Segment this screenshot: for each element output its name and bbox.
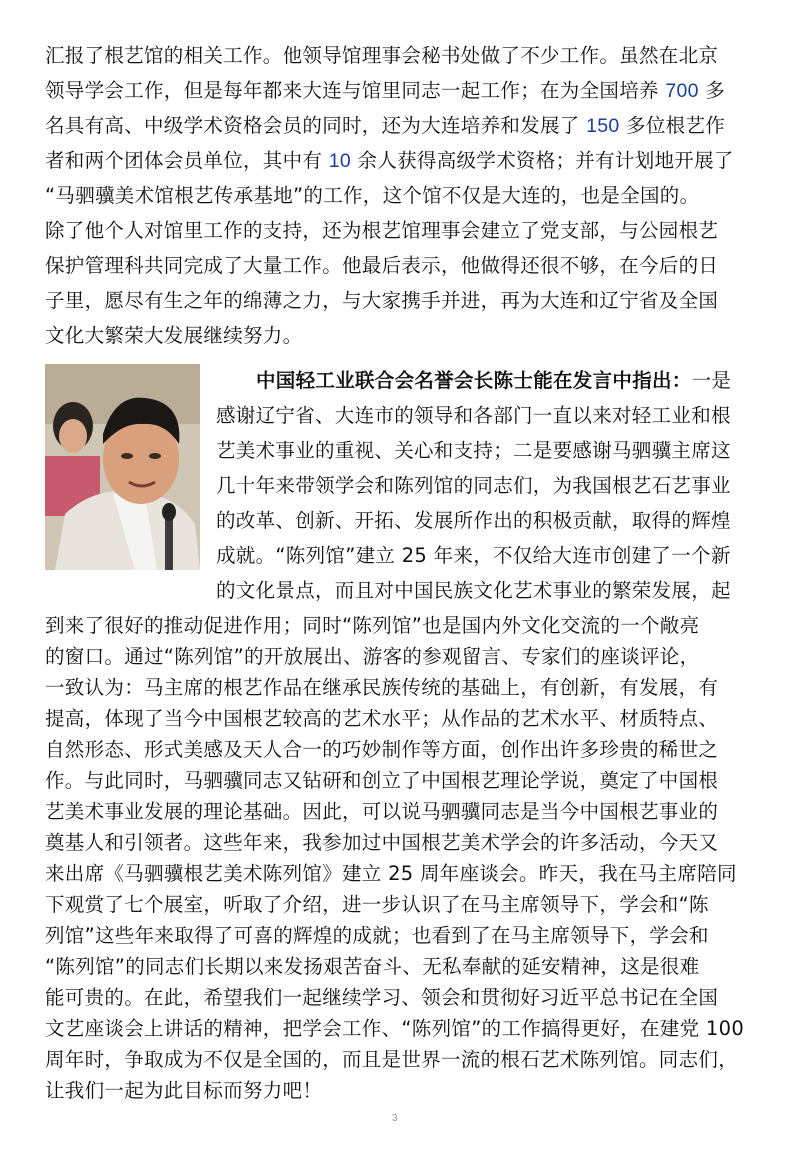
number: 10	[328, 150, 351, 172]
text-line: 艺美术事业发展的理论基础。因此，可以说马驷骥同志是当今中国根艺事业的	[45, 800, 719, 823]
text-line: 汇报了根艺馆的相关工作。他领导馆理事会秘书处做了不少工作。虽然在北京	[45, 44, 719, 67]
text-line: 艺美术事业的重视、关心和支持；二是要感谢马驷骥主席这	[216, 439, 731, 462]
text-line: 者和两个团体会员单位，其中有 10 余人获得高级学术资格；并有计划地开展了	[45, 149, 734, 172]
text-line: 一致认为：马主席的根艺作品在继承民族传统的基础上，有创新，有发展，有	[45, 676, 719, 699]
text-line: 子里，愿尽有生之年的绵薄之力，与大家携手并进，再为大连和辽宁省及全国	[45, 289, 719, 312]
text-line: 领导学会工作，但是每年都来大连与馆里同志一起工作；在为全国培养 700 多	[45, 79, 726, 102]
text-line: 文化大繁荣大发展继续努力。	[45, 324, 303, 347]
text-line: 自然形态、形式美感及天人合一的巧妙制作等方面，创作出许多珍贵的稀世之	[45, 738, 719, 761]
text-line: 保护管理科共同完成了大量工作。他最后表示，他做得还很不够，在今后的日	[45, 254, 719, 277]
text-line: 中国轻工业联合会名誉会长陈士能在发言中指出：一是	[256, 369, 732, 392]
text-line: 名具有高、中级学术资格会员的同时，还为大连培养和发展了 150 多位根艺作	[45, 114, 726, 137]
speaker-lead: 中国轻工业联合会名誉会长陈士能在发言中指出：	[256, 369, 692, 392]
text-line: 感谢辽宁省、大连市的领导和各部门一直以来对轻工业和根	[216, 404, 731, 427]
text-line: 的文化景点，而且对中国民族文化艺术事业的繁荣发展，起	[216, 579, 731, 602]
text-line: 下观赏了七个展室，听取了介绍，进一步认识了在马主席领导下，学会和“陈	[45, 893, 709, 916]
text-line: 来出席《马驷骥根艺美术陈列馆》建立 25 周年座谈会。昨天，我在马主席陪同	[45, 862, 737, 885]
text-line: 让我们一起为此目标而努力吧！	[45, 1079, 323, 1102]
page-number: 3	[392, 1113, 398, 1124]
text-line: “马驷骥美术馆根艺传承基地”的工作，这个馆不仅是大连的，也是全国的。	[45, 184, 700, 207]
text-line: 列馆”这些年来取得了可喜的辉煌的成就；也看到了在马主席领导下，学会和	[45, 924, 709, 947]
number: 700	[665, 80, 699, 102]
number: 150	[586, 115, 620, 137]
text-line: 提高，体现了当今中国根艺较高的艺术水平；从作品的艺术水平、材质特点、	[45, 707, 719, 730]
text-line: 能可贵的。在此，希望我们一起继续学习、领会和贯彻好习近平总书记在全国	[45, 986, 719, 1009]
text-line: 作。与此同时，马驷骥同志又钻研和创立了中国根艺理论学说，奠定了中国根	[45, 769, 719, 792]
text-line: 奠基人和引领者。这些年来，我参加过中国根艺美术学会的许多活动，今天又	[45, 831, 719, 854]
text-line: “陈列馆”的同志们长期以来发扬艰苦奋斗、无私奉献的延安精神，这是很难	[45, 955, 700, 978]
text-line: 几十年来带领学会和陈列馆的同志们，为我国根艺石艺事业	[216, 474, 731, 497]
text-line: 到来了很好的推动促进作用；同时“陈列馆”也是国内外文化交流的一个敞亮	[45, 614, 700, 637]
text-line: 成就。“陈列馆”建立 25 年来，不仅给大连市创建了一个新	[216, 544, 731, 567]
text-line: 的窗口。通过“陈列馆”的开放展出、游客的参观留言、专家们的座谈评论，	[45, 645, 700, 668]
text-line: 文艺座谈会上讲话的精神，把学会工作、“陈列馆”的工作搞得更好，在建党 100	[45, 1017, 745, 1040]
text-line: 周年时，争取成为不仅是全国的，而且是世界一流的根石艺术陈列馆。同志们，	[45, 1048, 739, 1071]
text-line: 除了他个人对馆里工作的支持，还为根艺馆理事会建立了党支部，与公园根艺	[45, 219, 719, 242]
speaker-photo	[45, 364, 200, 570]
text-line: 的改革、创新、开拓、发展所作出的积极贡献，取得的辉煌	[216, 509, 731, 532]
